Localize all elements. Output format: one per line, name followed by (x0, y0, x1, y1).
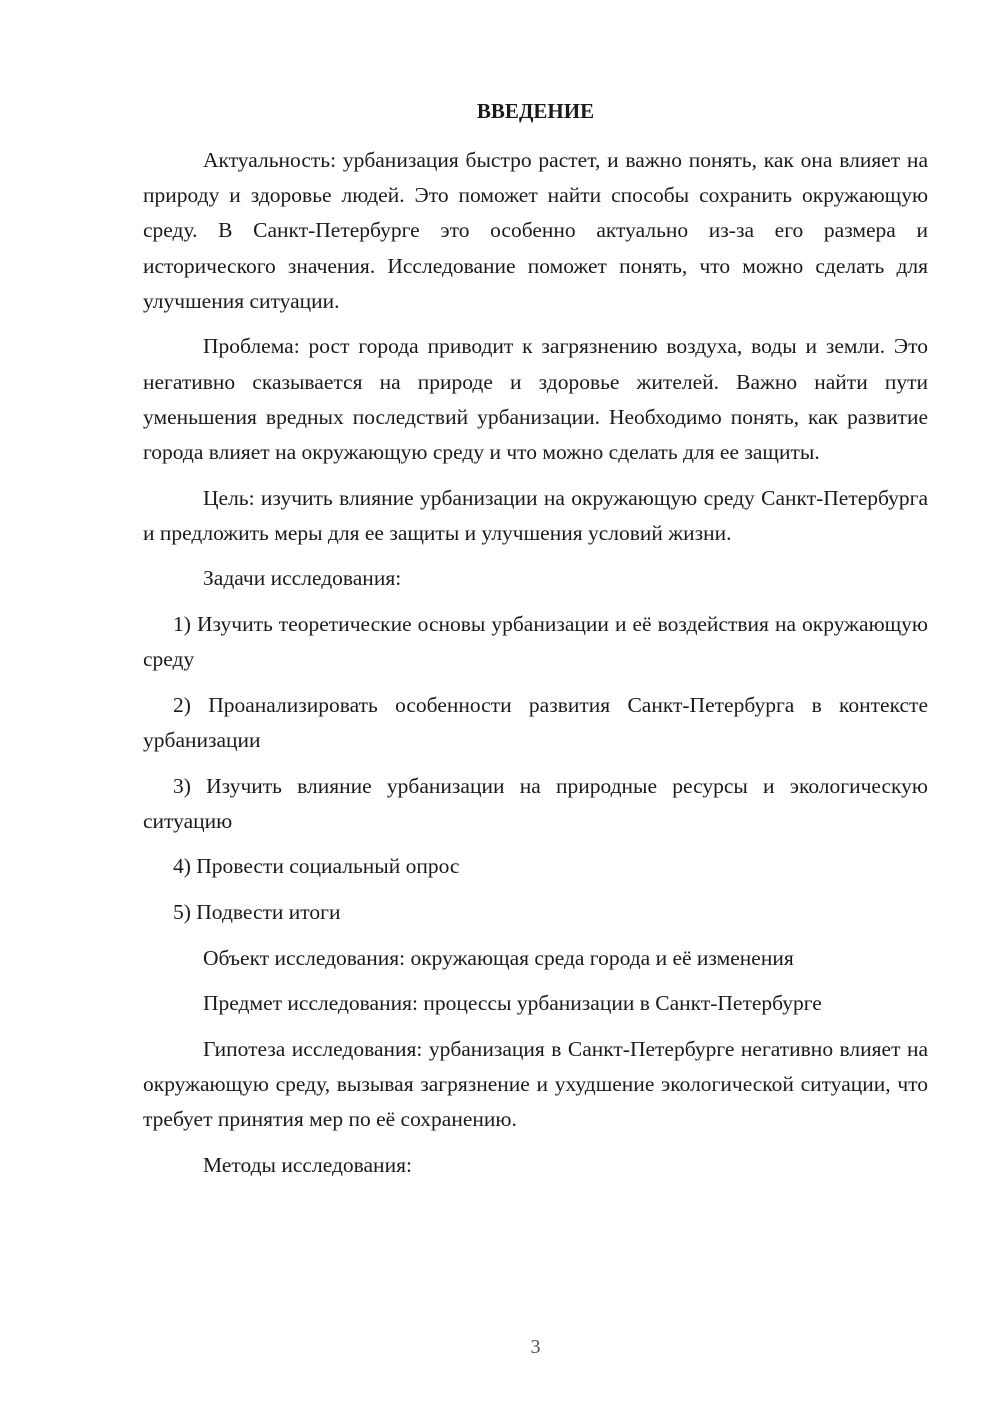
document-page (143, 0, 928, 1414)
research-hypothesis: Гипотеза исследования: урбанизация в Санкт-Петербурге негативно влияет на окружающую среду, вызывая загрязнение и ухудшение экологической ситуации, что требует принятия мер по её сохранению. (143, 1036, 928, 1132)
page-number: 3 (530, 1336, 541, 1358)
research-object: Объект исследования: окружающая среда города и её изменения (203, 945, 794, 970)
goal-paragraph: Цель: изучить влияние урбанизации на окружающую среду Санкт-Петербурга и предложить меры для ее защиты и улучшения условий жизни. (143, 485, 928, 545)
task-item-2: 2) Проанализировать особенности развития Санкт-Петербурга в контексте урбанизации (143, 692, 928, 752)
task-item-1: 1) Изучить теоретические основы урбанизации и её воздействия на окружающую среду (143, 612, 928, 672)
section-title: ВВЕДЕНИЕ (476, 99, 595, 123)
task-item-4: 4) Провести социальный опрос (173, 854, 460, 879)
problem-paragraph: Проблема: рост города приводит к загрязнению воздуха, воды и земли. Это негативно сказывается на природе и здоровье жителей. Важно найти пути уменьшения вредных последствий урбанизации. Необходимо понять, как развитие города влияет на окружающую среду и что можно сделать для ее защиты. (143, 334, 928, 465)
tasks-heading: Задачи исследования: (203, 566, 402, 591)
task-item-5: 5) Подвести итоги (173, 899, 341, 924)
task-item-3: 3) Изучить влияние урбанизации на природные ресурсы и экологическую ситуацию (143, 773, 928, 833)
document-body (143, 143, 928, 1183)
relevance-paragraph: Актуальность: урбанизация быстро растет, и важно понять, как она влияет на природу и здоровье людей. Это поможет найти способы сохранить окружающую среду. В Санкт-Петербурге это особенно актуально из-за его размера и исторического значения. Исследование поможет понять, что можно сделать для улучшения ситуации. (143, 148, 928, 313)
research-subject: Предмет исследования: процессы урбанизации в Санкт-Петербурге (203, 991, 822, 1016)
research-methods-heading: Методы исследования: (203, 1152, 412, 1177)
